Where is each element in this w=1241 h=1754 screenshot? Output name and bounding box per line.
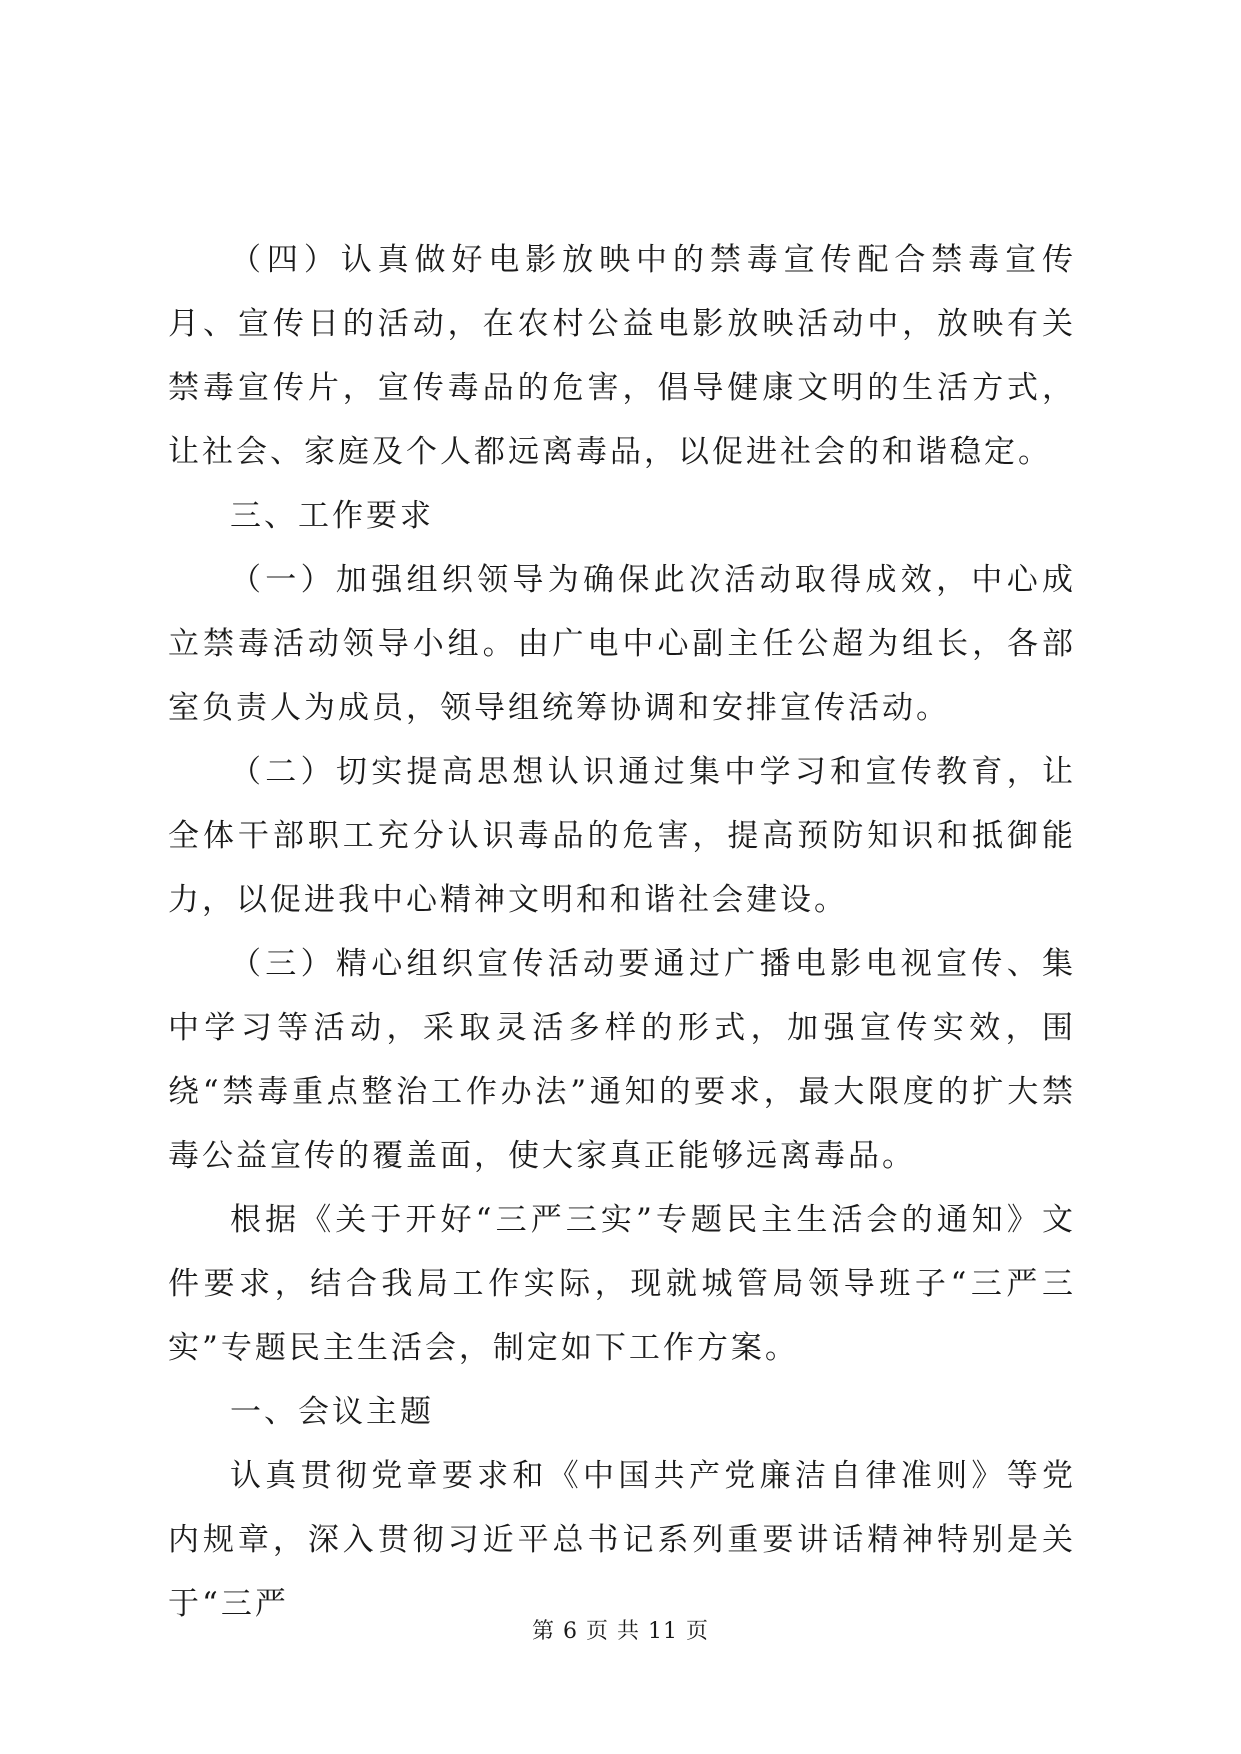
paragraph-meeting-plan-intro: 根据《关于开好“三严三实”专题民主生活会的通知》文件要求，结合我局工作实际，现就城管局领导班子“三严三实”专题民主生活会，制定如下工作方案。: [168, 1202, 1076, 1366]
section-heading-work-requirements: 三、工作要求: [230, 498, 434, 534]
paragraph-awareness: （二）切实提高思想认识通过集中学习和宣传教育，让全体干部职工充分认识毒品的危害，提高预防知识和抵御能力，以促进我中心精神文明和和谐社会建设。: [168, 754, 1076, 918]
section-heading-meeting-theme: 一、会议主题: [230, 1394, 434, 1430]
page-footer: 第 6 页 共 11 页: [532, 1619, 709, 1644]
paragraph-propaganda-film: （四）认真做好电影放映中的禁毒宣传配合禁毒宣传月、宣传日的活动，在农村公益电影放映活动中，放映有关禁毒宣传片，宣传毒品的危害，倡导健康文明的生活方式，让社会、家庭及个人都远离毒品，以促进社会的和谐稳定。: [168, 242, 1076, 470]
document-body: [168, 228, 1076, 1636]
paragraph-publicity-activities: （三）精心组织宣传活动要通过广播电影电视宣传、集中学习等活动，采取灵活多样的形式，加强宣传实效，围绕“禁毒重点整治工作办法”通知的要求，最大限度的扩大禁毒公益宣传的覆盖面，使大家真正能够远离毒品。: [168, 946, 1076, 1174]
paragraph-organization-leadership: （一）加强组织领导为确保此次活动取得成效，中心成立禁毒活动领导小组。由广电中心副主任公超为组长，各部室负责人为成员，领导组统筹协调和安排宣传活动。: [168, 562, 1076, 726]
paragraph-meeting-theme: 认真贯彻党章要求和《中国共产党廉洁自律准则》等党内规章，深入贯彻习近平总书记系列重要讲话精神特别是关于“三严: [168, 1458, 1076, 1622]
